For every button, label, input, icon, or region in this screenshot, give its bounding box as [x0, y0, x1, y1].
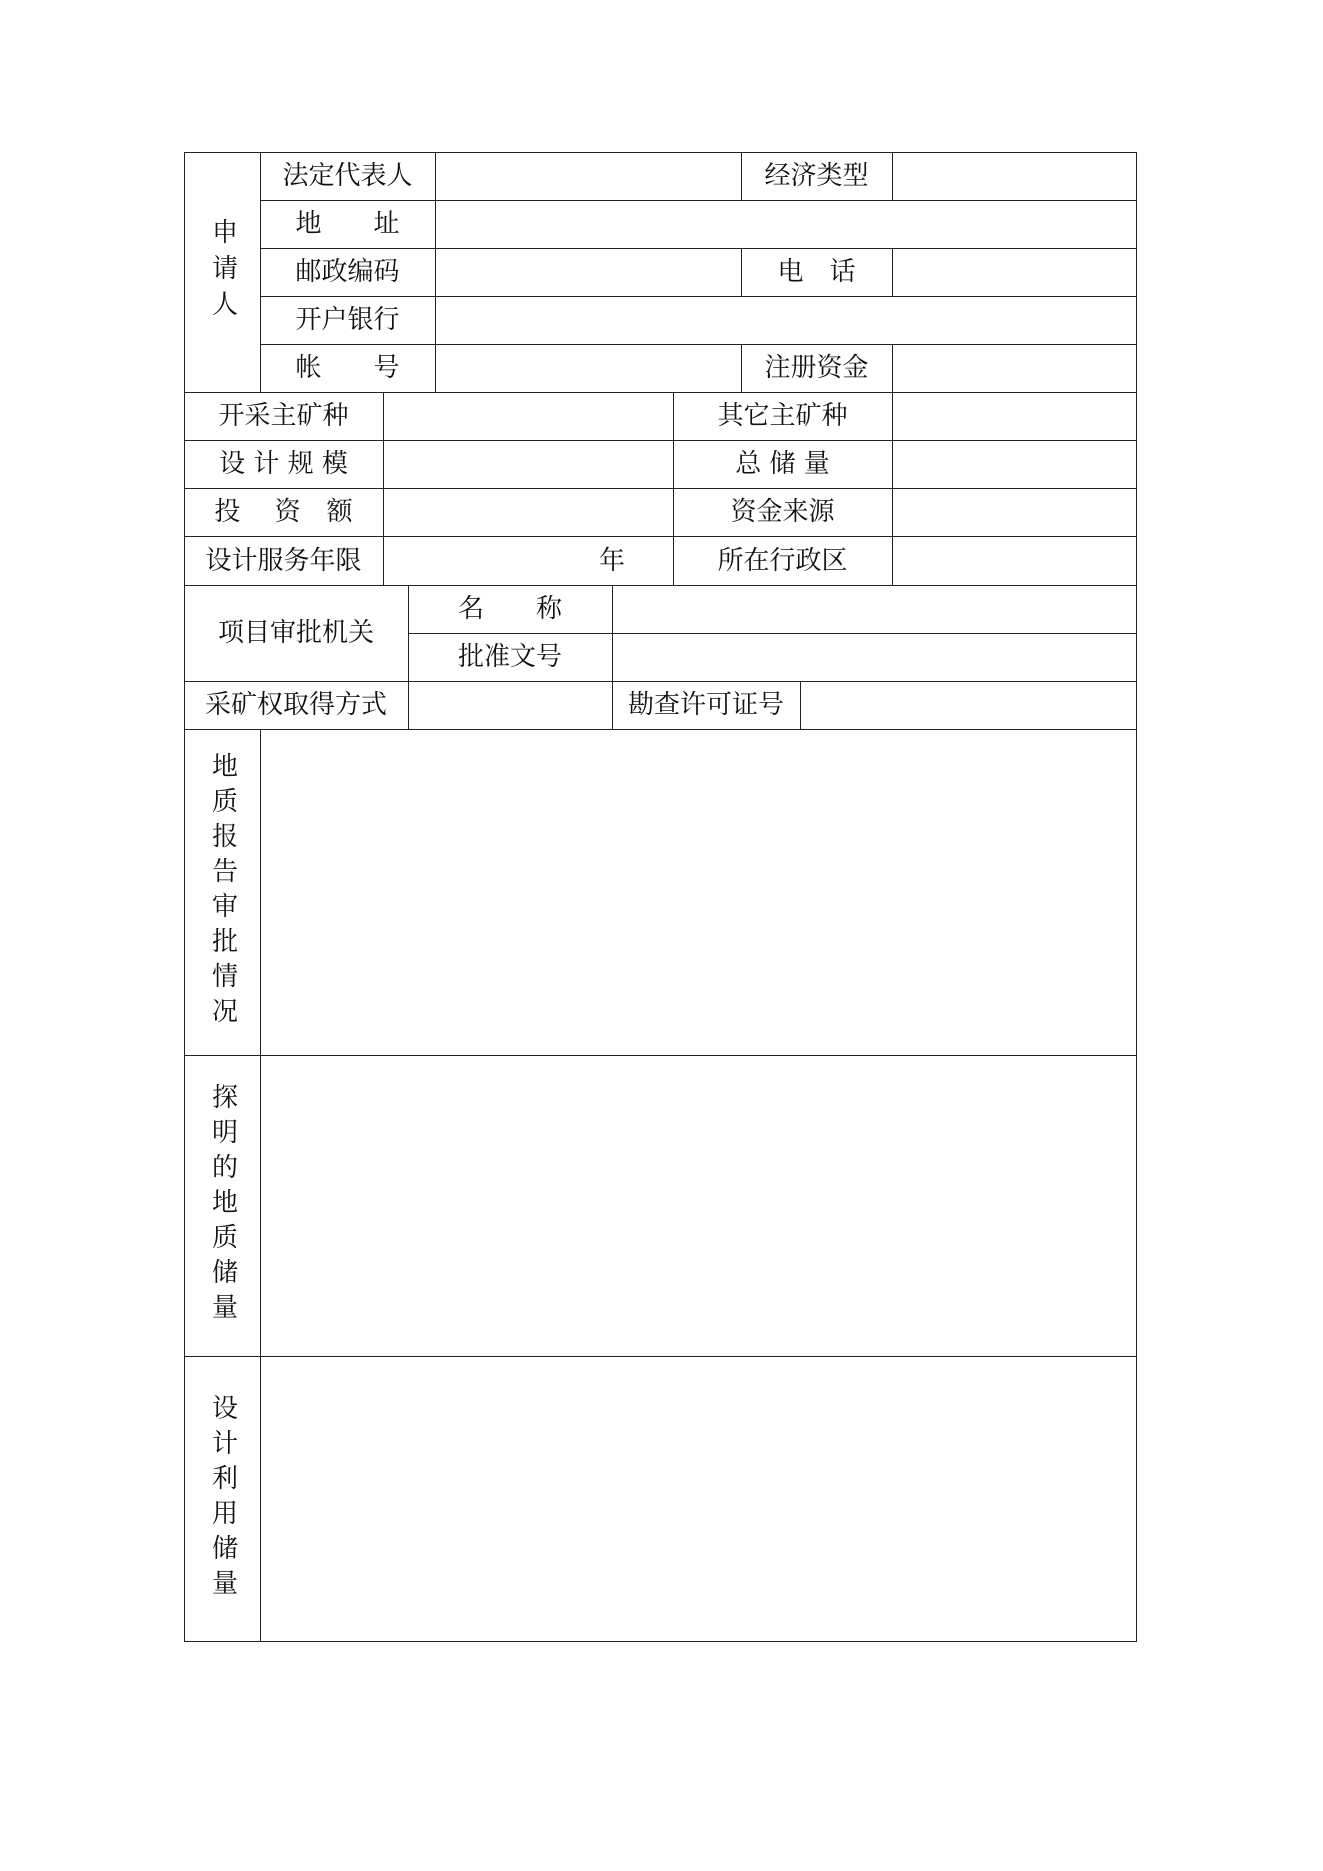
approval-doc-no-label: 批准文号 [457, 642, 562, 672]
economic-type-field[interactable] [893, 153, 1136, 200]
mining-right-method-field[interactable] [409, 682, 612, 729]
main-mineral-field[interactable] [384, 393, 673, 440]
investment-label: 投 资 额 [214, 497, 353, 527]
design-scale-label: 设 计 规 模 [219, 449, 348, 479]
legal-representative-field[interactable] [436, 153, 741, 200]
bank-field[interactable] [436, 297, 1136, 344]
address-field[interactable] [436, 201, 1136, 248]
authority-name-field[interactable] [613, 586, 1136, 633]
fund-source-field[interactable] [893, 489, 1136, 536]
postal-code-field[interactable] [436, 249, 741, 296]
account-label: 帐 号 [295, 353, 400, 383]
postal-code-label: 邮政编码 [295, 257, 400, 287]
phone-field[interactable] [893, 249, 1136, 296]
geo-report-approval-field[interactable] [261, 730, 1136, 1055]
total-reserve-field[interactable] [893, 441, 1136, 488]
registered-capital-field[interactable] [893, 345, 1136, 392]
proven-reserve-label: 探明的地质储量 [207, 1083, 238, 1328]
approval-doc-no-field[interactable] [613, 634, 1136, 681]
other-mineral-field[interactable] [893, 393, 1136, 440]
service-years-field[interactable] [384, 537, 584, 585]
bank-label: 开户银行 [295, 305, 400, 335]
authority-name-label: 名 称 [457, 594, 562, 624]
applicant-section-label: 申请人 [207, 218, 238, 326]
legal-representative-label: 法定代表人 [282, 161, 413, 191]
main-mineral-label: 开采主矿种 [218, 401, 349, 431]
geo-report-approval-label: 地质报告审批情况 [207, 752, 238, 1032]
design-reserve-label: 设计利用储量 [207, 1394, 238, 1604]
address-label: 地 址 [295, 209, 400, 239]
admin-region-field[interactable] [893, 537, 1136, 585]
registered-capital-label: 注册资金 [764, 353, 869, 383]
fund-source-label: 资金来源 [730, 497, 835, 527]
economic-type-label: 经济类型 [764, 161, 869, 191]
exploration-permit-label: 勘查许可证号 [627, 690, 784, 720]
phone-label: 电 话 [777, 257, 856, 287]
exploration-permit-field[interactable] [801, 682, 1136, 729]
service-years-label: 设计服务年限 [205, 545, 362, 576]
admin-region-label: 所在行政区 [717, 545, 848, 576]
total-reserve-label: 总 储 量 [735, 449, 830, 479]
year-unit-label: 年 [598, 545, 625, 576]
other-mineral-label: 其它主矿种 [717, 401, 848, 431]
mining-right-method-label: 采矿权取得方式 [204, 690, 387, 720]
investment-field[interactable] [384, 489, 673, 536]
proven-reserve-field[interactable] [261, 1056, 1136, 1356]
design-scale-field[interactable] [384, 441, 673, 488]
account-field[interactable] [436, 345, 741, 392]
approval-authority-label: 项目审批机关 [217, 618, 374, 648]
design-reserve-field[interactable] [261, 1357, 1136, 1641]
